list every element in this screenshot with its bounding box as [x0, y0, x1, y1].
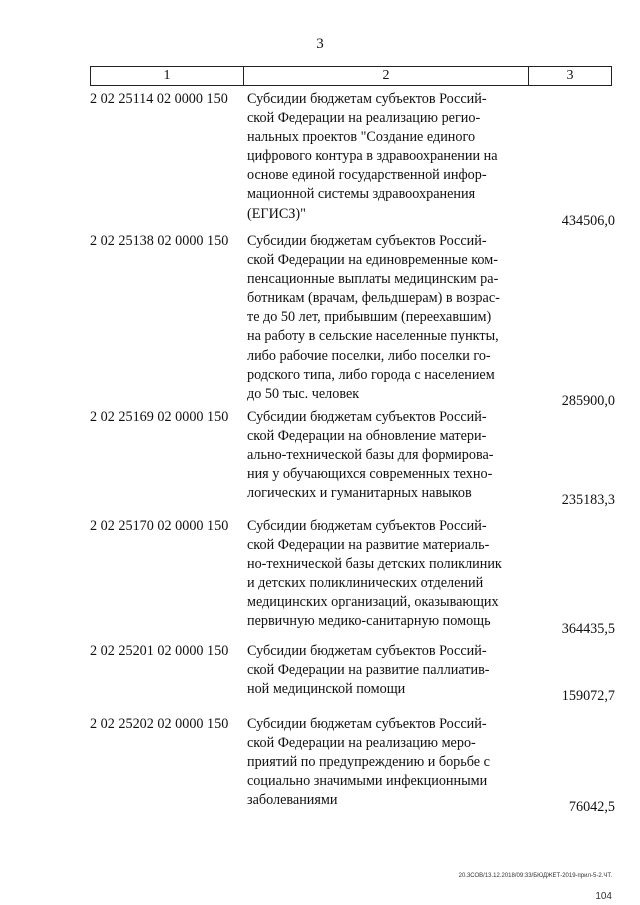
amount-value: 364435,5: [561, 620, 615, 637]
footer-code: 20.3СОВ/13.12.2018/09:33/БЮДЖЕТ-2019-прил-5-2.ЧТ.: [458, 873, 612, 879]
description-line: и детских поликлинических отделений: [247, 575, 484, 592]
description-line: ной медицинской помощи: [247, 681, 406, 698]
description-line: первичную медико-санитарную помощь: [247, 613, 491, 630]
budget-code: 2 02 25138 02 0000 150: [90, 233, 229, 249]
column-header-2: 2: [244, 67, 529, 85]
description-line: социально значимыми инфекционными: [247, 773, 488, 790]
budget-code: 2 02 25170 02 0000 150: [90, 518, 229, 534]
description-line: мационной системы здравоохранения: [247, 186, 476, 203]
description-line: основе единой государственной инфор-: [247, 167, 487, 184]
description-line: те до 50 лет, прибывшим (переехавшим): [247, 309, 492, 326]
description-line: Субсидии бюджетам субъектов Россий-: [247, 409, 487, 425]
description-line: до 50 тыс. человек: [247, 385, 360, 402]
description-line: заболеваниями: [247, 792, 338, 809]
description-line: ской Федерации на единовременные ком-: [247, 252, 498, 269]
description-line: родского типа, либо города с населением: [247, 366, 495, 383]
row-description: [247, 408, 527, 503]
amount-value: 159072,7: [561, 688, 615, 705]
description-line: ской Федерации на развитие материаль-: [247, 537, 490, 554]
description-line: но-технической базы детских поликлиник: [247, 556, 502, 573]
description-line: ской Федерации на реализацию регио-: [247, 110, 481, 127]
amount-value: 76042,5: [568, 799, 615, 816]
row-description: [247, 517, 527, 632]
description-line: Субсидии бюджетам субъектов Россий-: [247, 518, 487, 534]
description-line: ботникам (врачам, фельдшерам) в возрас-: [247, 290, 500, 307]
page-number: 3: [316, 36, 324, 52]
description-line: на работу в сельские населенные пункты,: [247, 328, 499, 345]
description-line: Субсидии бюджетам субъектов Россий-: [247, 91, 487, 107]
description-line: приятий по предупреждению и борьбе с: [247, 754, 490, 771]
budget-code: 2 02 25201 02 0000 150: [90, 643, 229, 659]
budget-code: 2 02 25169 02 0000 150: [90, 409, 229, 425]
amount-value: 434506,0: [561, 212, 615, 229]
description-line: Субсидии бюджетам субъектов Россий-: [247, 643, 487, 659]
description-line: пенсационные выплаты медицинским ра-: [247, 271, 499, 288]
budget-code: 2 02 25202 02 0000 150: [90, 716, 229, 732]
description-line: ской Федерации на реализацию меро-: [247, 735, 476, 752]
description-line: ально-технической базы для формирова-: [247, 447, 494, 464]
description-line: Субсидии бюджетам субъектов Россий-: [247, 233, 487, 249]
description-line: цифрового контура в здравоохранении на: [247, 148, 498, 165]
description-line: ния у обучающихся современных техно-: [247, 466, 493, 483]
description-line: ской Федерации на развитие паллиатив-: [247, 662, 490, 679]
row-description: [247, 232, 527, 404]
description-line: медицинских организаций, оказывающих: [247, 594, 499, 611]
row-description: [247, 715, 527, 810]
column-header-3: 3: [566, 68, 574, 83]
description-line: Субсидии бюджетам субъектов Россий-: [247, 716, 487, 732]
footer-page-mark: 104: [595, 891, 612, 902]
column-header-1: 1: [91, 67, 244, 85]
amount-value: 235183,3: [561, 492, 615, 509]
table-header: [90, 66, 612, 86]
description-line: логических и гуманитарных навыков: [247, 485, 472, 502]
description-line: ской Федерации на обновление матери-: [247, 428, 487, 445]
description-line: нальных проектов "Создание единого: [247, 129, 476, 146]
amount-value: 285900,0: [561, 392, 615, 409]
description-line: либо рабочие поселки, либо поселки го-: [247, 347, 491, 364]
row-description: [247, 642, 527, 699]
description-line: (ЕГИСЗ)": [247, 205, 306, 222]
budget-code: 2 02 25114 02 0000 150: [90, 91, 228, 107]
row-description: [247, 90, 527, 224]
